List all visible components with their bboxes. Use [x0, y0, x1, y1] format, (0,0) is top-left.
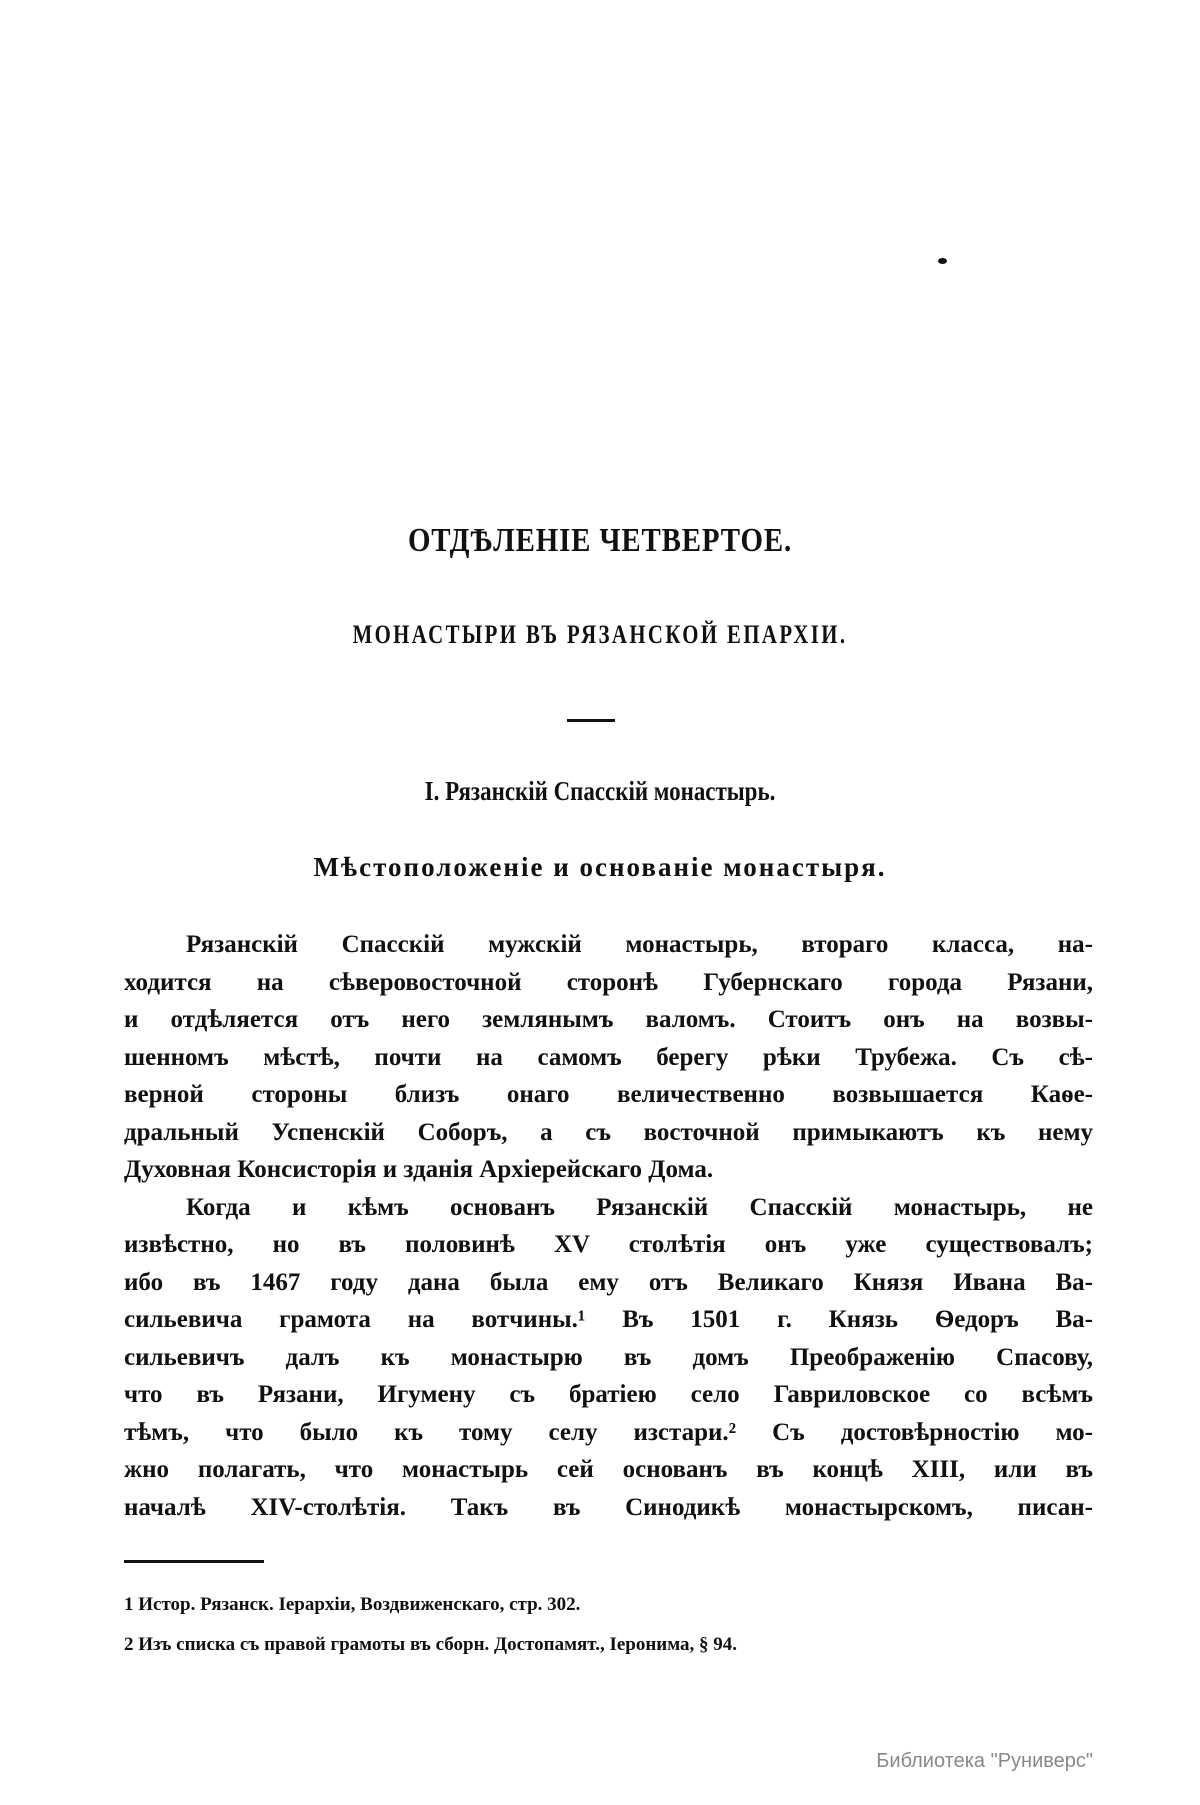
body-line: извѣстно, но въ половинѣ XV столѣтія онъ уже существовалъ; — [124, 1231, 1093, 1258]
body-line: верной стороны близъ онаго величественно возвышается Каѳе- — [124, 1081, 1093, 1108]
body-line: тѣмъ, что было къ тому селу изстари.² Съ достовѣрностію мо- — [124, 1418, 1093, 1446]
body-line: ибо въ 1467 году дана была ему отъ Великаго Князя Ивана Ва- — [124, 1268, 1093, 1296]
body-line: сильевичъ далъ къ монастырю въ домъ Преображенію Спасову, — [124, 1343, 1093, 1371]
divider — [567, 719, 615, 722]
body-line: и отдѣляется отъ него землянымъ валомъ. Стоитъ онъ на возвы- — [124, 1006, 1093, 1033]
chapter-title: ОТДѢЛЕНІЕ ЧЕТВЕРТОЕ. — [407, 522, 793, 559]
body-line: Духовная Консисторія и зданія Архіерейскаго Дома. — [124, 1156, 714, 1183]
footnote-divider — [124, 1560, 264, 1563]
chapter-subtitle: МОНАСТЫРИ ВЪ РЯЗАНСКОЙ ЕПАРХІИ. — [352, 620, 848, 649]
body-line: дральный Успенскій Соборъ, а съ восточной примыкаютъ къ нему — [124, 1118, 1093, 1146]
body-line: что въ Рязани, Игумену съ братіею село Гавриловское со всѣмъ — [124, 1381, 1093, 1408]
body-line: началѣ XIV-столѣтія. Такъ въ Синодикѣ монастырскомъ, писан- — [124, 1493, 1093, 1521]
library-watermark: Библиотека "Руниверс" — [876, 1750, 1093, 1772]
body-line: жно полагать, что монастырь сей основанъ въ концѣ XIII, или въ — [124, 1456, 1093, 1483]
body-line: Когда и кѣмъ основанъ Рязанскій Спасскій монастырь, не — [186, 1193, 1093, 1221]
body-line: сильевича грамота на вотчины.¹ Въ 1501 г. Князь Ѳедоръ Ва- — [124, 1306, 1093, 1333]
body-line: Рязанскій Спасскій мужскій монастырь, втораго класса, на- — [186, 931, 1093, 958]
section-title: I. Рязанскій Спасскій монастырь. — [424, 776, 776, 806]
footnote-1: 1 Истор. Рязанск. Іерархіи, Воздвиженскаго, стр. 302. — [124, 1594, 581, 1615]
ink-speck — [938, 258, 947, 264]
body-line: ходится на сѣверовосточной сторонѣ Губернскаго города Рязани, — [124, 968, 1093, 996]
section-subheading: Мѣстоположеніе и основаніе монастыря. — [313, 852, 887, 882]
footnote-2: 2 Изъ списка съ правой грамоты въ сборн. Достопамят., Іеронима, § 94. — [124, 1634, 738, 1655]
body-line: шенномъ мѣстѣ, почти на самомъ берегу рѣки Трубежа. Съ сѣ- — [124, 1043, 1093, 1071]
